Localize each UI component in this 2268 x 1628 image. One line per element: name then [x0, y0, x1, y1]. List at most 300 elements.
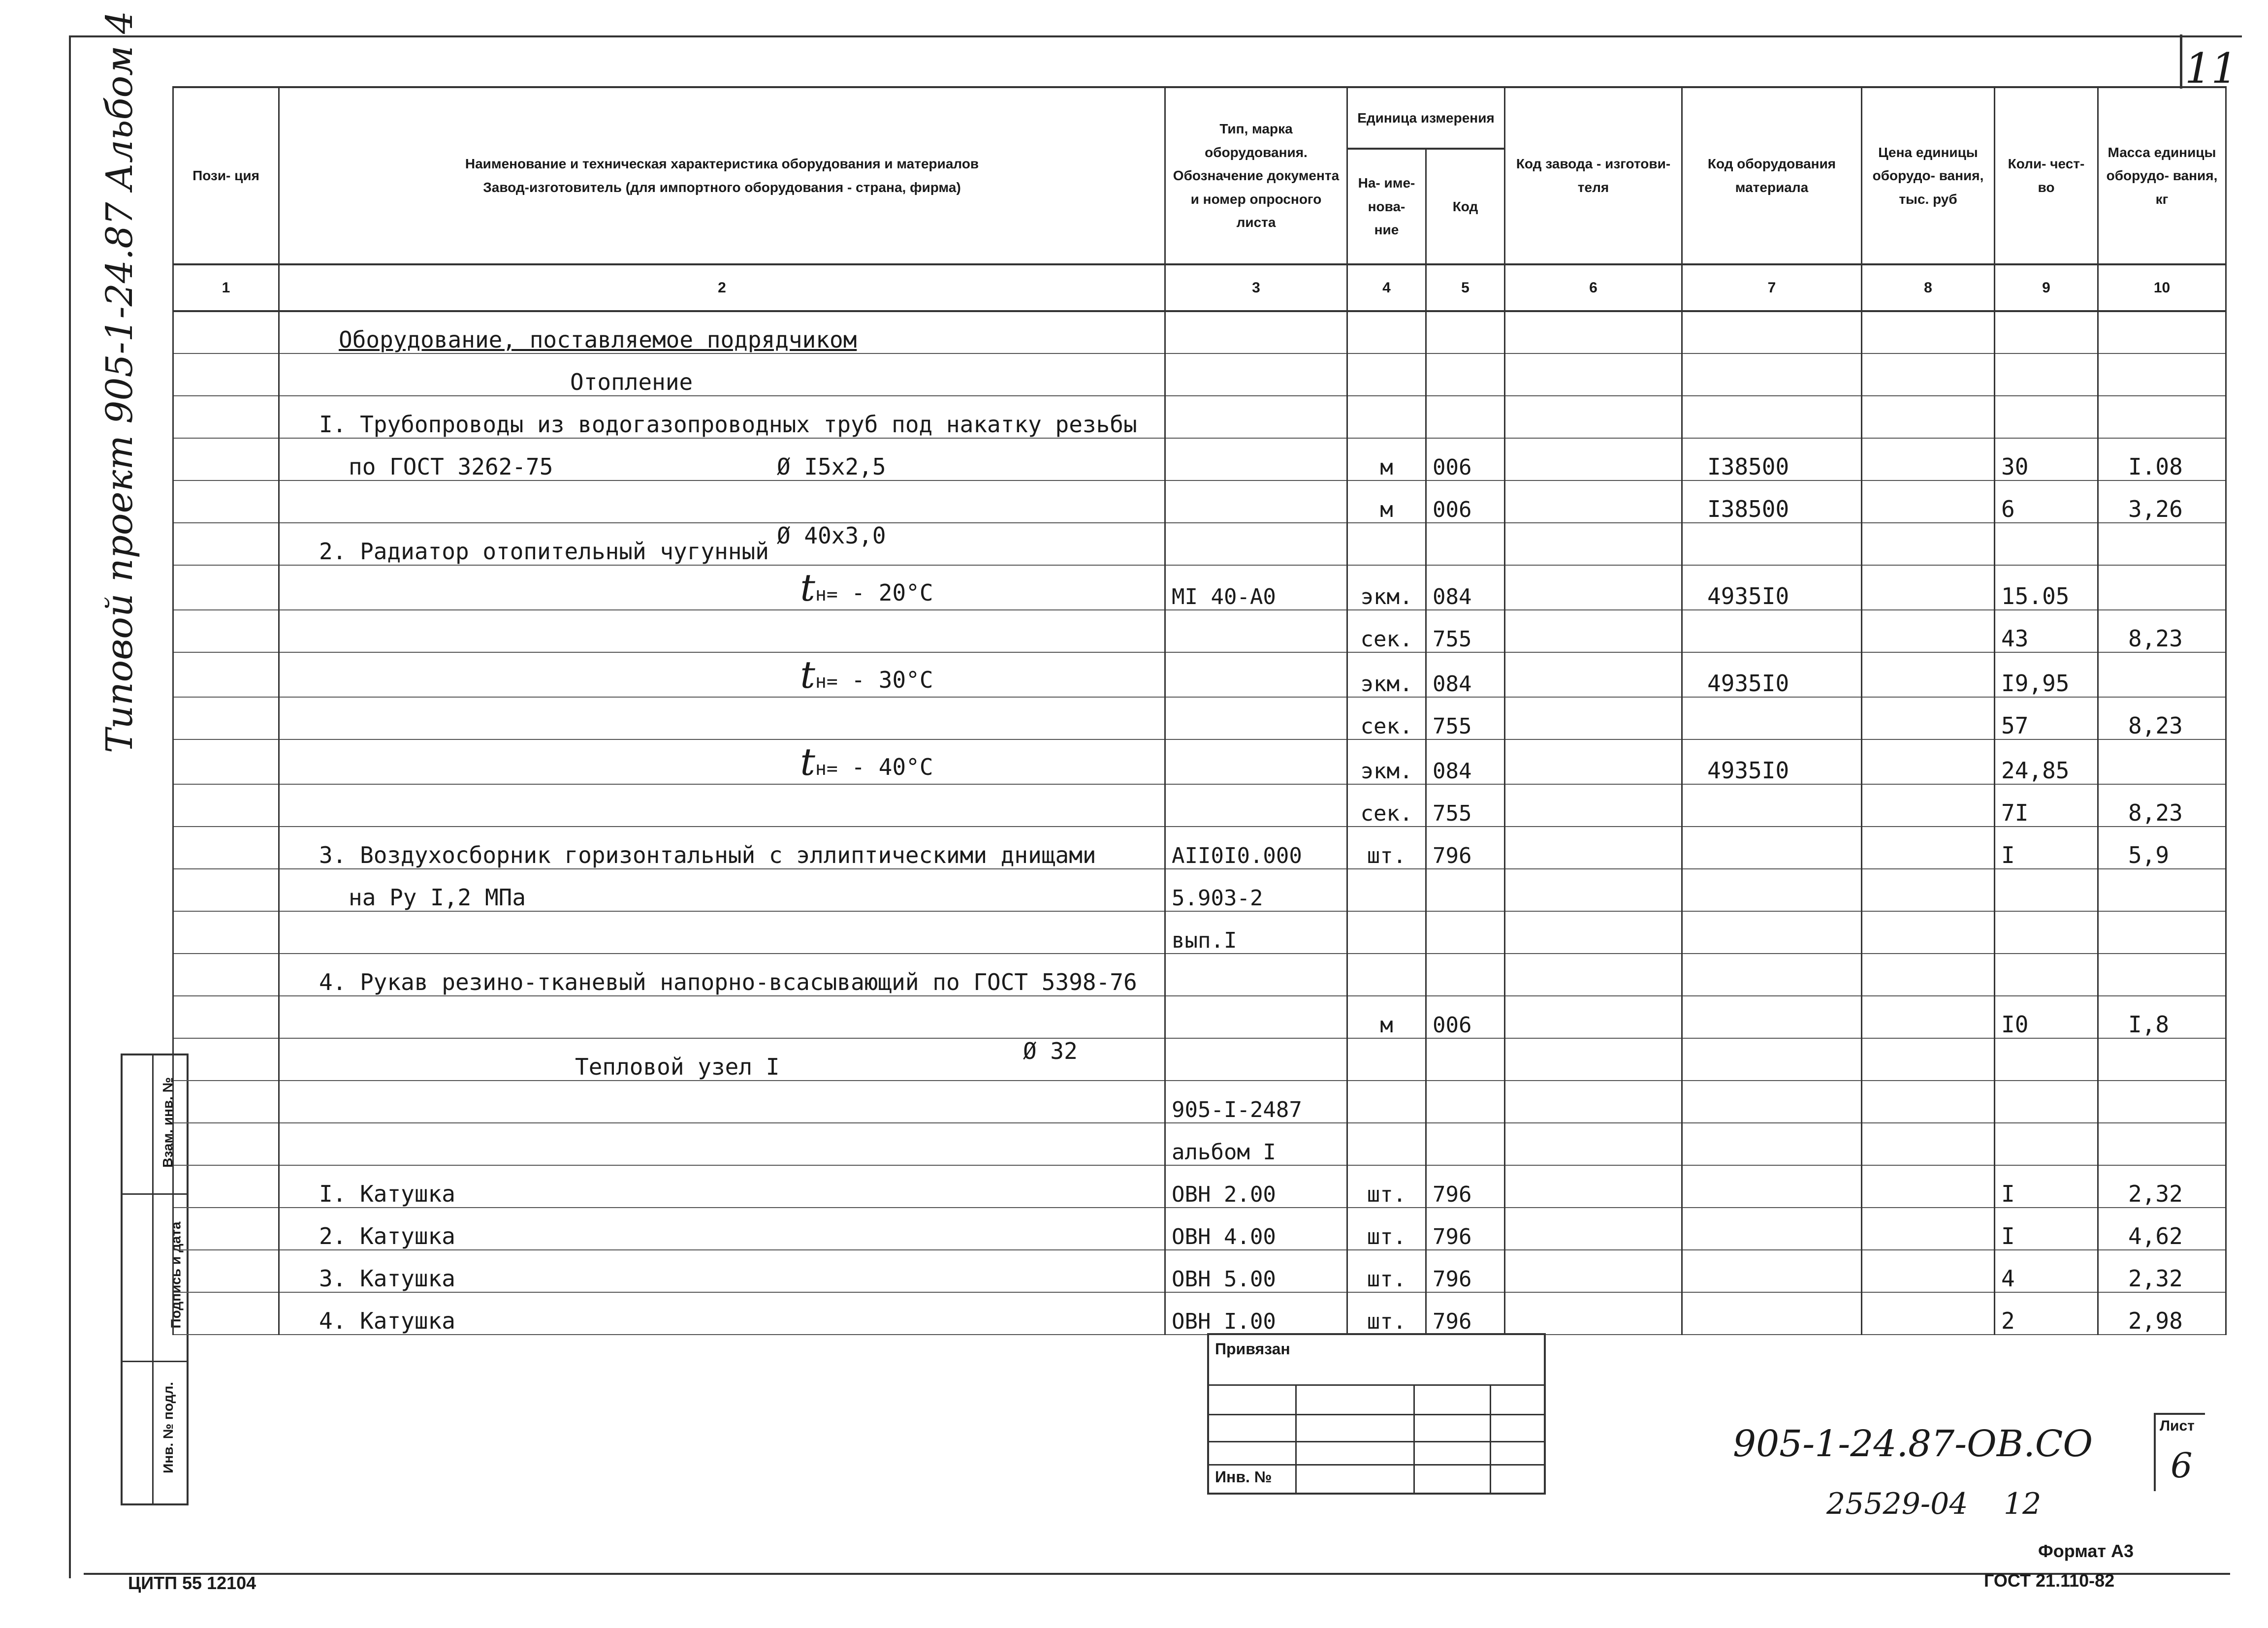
cell-price	[1862, 1038, 1995, 1081]
cell-unit-name	[1347, 610, 1426, 652]
type-text: OBH 5.00	[1172, 1267, 1276, 1292]
cell-equipment-code	[1682, 438, 1862, 480]
cell-unit-code	[1426, 1081, 1505, 1123]
cell-factory-code	[1505, 523, 1682, 565]
cell-position	[173, 523, 279, 565]
cell-name	[279, 911, 1165, 954]
cell-mass	[2098, 1208, 2226, 1250]
unit-code: 796	[1433, 1224, 1472, 1249]
cell-type	[1165, 697, 1347, 739]
stamp-cell-original	[123, 1361, 187, 1501]
cell-factory-code	[1505, 1250, 1682, 1292]
cell-type	[1165, 911, 1347, 954]
cell-factory-code	[1505, 996, 1682, 1038]
cell-price	[1862, 784, 1995, 827]
cell-position	[173, 1250, 279, 1292]
table-row	[173, 1038, 2226, 1081]
unit-name: экм.	[1360, 759, 1413, 784]
cell-factory-code	[1505, 396, 1682, 438]
cell-type	[1165, 652, 1347, 697]
paper-format: Формат А3	[2038, 1541, 2134, 1561]
cell-quantity	[1995, 1292, 2098, 1335]
item-name: на Ру I,2 МПа	[349, 884, 526, 911]
cell-factory-code	[1505, 1081, 1682, 1123]
table-row	[173, 784, 2226, 827]
cell-type	[1165, 480, 1347, 523]
cell-equipment-code	[1682, 996, 1862, 1038]
cell-unit-name	[1347, 1208, 1426, 1250]
mass: 8,23	[2128, 799, 2183, 826]
unit-code: 796	[1433, 1309, 1472, 1334]
equipment-code: 4935I0	[1707, 757, 1789, 784]
cell-position	[173, 353, 279, 396]
cell-position	[173, 1292, 279, 1335]
temperature-symbol: t	[800, 653, 815, 697]
mass: 5,9	[2128, 842, 2170, 868]
cell-equipment-code	[1682, 869, 1862, 911]
cell-quantity	[1995, 1165, 2098, 1208]
header-unit: Единица измерения	[1347, 87, 1505, 149]
cell-name	[279, 1208, 1165, 1250]
cell-quantity	[1995, 827, 2098, 869]
cell-name	[279, 697, 1165, 739]
type-text: OBH 2.00	[1172, 1182, 1276, 1207]
cell-position	[173, 784, 279, 827]
cell-price	[1862, 652, 1995, 697]
cell-type	[1165, 1038, 1347, 1081]
item-name: 4. Катушка	[319, 1308, 455, 1334]
cell-type	[1165, 1208, 1347, 1250]
cell-factory-code	[1505, 438, 1682, 480]
cell-unit-name	[1347, 1250, 1426, 1292]
cell-factory-code	[1505, 1208, 1682, 1250]
type-text: AII0I0.000	[1172, 843, 1302, 868]
cell-unit-name	[1347, 1038, 1426, 1081]
unit-code: 755	[1433, 714, 1472, 739]
cipt-code: ЦИТП 55 12104	[128, 1573, 256, 1593]
table-row	[173, 996, 2226, 1038]
cell-position	[173, 311, 279, 353]
cell-equipment-code	[1682, 954, 1862, 996]
cell-name	[279, 954, 1165, 996]
cell-mass	[2098, 911, 2226, 954]
cell-unit-code	[1426, 911, 1505, 954]
cell-position	[173, 1165, 279, 1208]
type-text: MI 40-A0	[1172, 584, 1276, 609]
mass: 3,26	[2128, 496, 2183, 522]
equipment-code: 4935I0	[1707, 583, 1789, 609]
specification-table	[172, 86, 2227, 1335]
cell-unit-name	[1347, 480, 1426, 523]
cell-equipment-code	[1682, 652, 1862, 697]
cell-quantity	[1995, 739, 2098, 784]
temperature-value: - 20°C	[851, 579, 933, 606]
cell-unit-name	[1347, 1081, 1426, 1123]
cell-unit-name	[1347, 911, 1426, 954]
cell-factory-code	[1505, 480, 1682, 523]
subsection-title: Тепловой узел I	[575, 1053, 780, 1080]
temperature-value: - 30°C	[851, 667, 933, 693]
cell-unit-code	[1426, 827, 1505, 869]
type-text: 905-I-2487	[1172, 1097, 1302, 1122]
cell-unit-code	[1426, 480, 1505, 523]
cell-equipment-code	[1682, 1208, 1862, 1250]
cell-unit-name	[1347, 652, 1426, 697]
cell-factory-code	[1505, 1165, 1682, 1208]
cell-factory-code	[1505, 697, 1682, 739]
cell-unit-code	[1426, 438, 1505, 480]
cell-unit-code	[1426, 353, 1505, 396]
table-row	[173, 523, 2226, 565]
equipment-code: I38500	[1707, 453, 1789, 480]
cell-mass	[2098, 480, 2226, 523]
item-name: 2. Радиатор отопительный чугунный	[319, 538, 769, 565]
table-row	[173, 697, 2226, 739]
cell-unit-code	[1426, 1038, 1505, 1081]
cell-equipment-code	[1682, 827, 1862, 869]
cell-equipment-code	[1682, 1081, 1862, 1123]
cell-unit-name	[1347, 353, 1426, 396]
cell-position	[173, 1208, 279, 1250]
cell-quantity	[1995, 996, 2098, 1038]
cell-mass	[2098, 311, 2226, 353]
document-number: 905-1-24.87-ОВ.СО	[1733, 1423, 2093, 1465]
cell-type	[1165, 827, 1347, 869]
cell-unit-name	[1347, 523, 1426, 565]
cell-price	[1862, 1165, 1995, 1208]
subsection-title: Отопление	[570, 369, 693, 395]
cell-position	[173, 827, 279, 869]
cell-unit-code	[1426, 697, 1505, 739]
unit-code: 084	[1433, 759, 1472, 784]
unit-code: 006	[1433, 497, 1472, 522]
cell-unit-name	[1347, 1292, 1426, 1335]
table-row	[173, 1208, 2226, 1250]
unit-code: 084	[1433, 584, 1472, 609]
header-position: Пози- ция	[173, 87, 279, 264]
table-row	[173, 480, 2226, 523]
quantity: 57	[2001, 712, 2029, 739]
table-row	[173, 1250, 2226, 1292]
quantity: 24,85	[2001, 757, 2070, 784]
cell-mass	[2098, 827, 2226, 869]
cell-name	[279, 652, 1165, 697]
cell-name	[279, 353, 1165, 396]
cell-price	[1862, 1123, 1995, 1165]
header-mass: Масса единицы оборудо- вания, кг	[2098, 87, 2226, 264]
cell-mass	[2098, 1123, 2226, 1165]
cell-position	[173, 565, 279, 610]
cell-quantity	[1995, 911, 2098, 954]
cell-name	[279, 1123, 1165, 1165]
cell-type	[1165, 523, 1347, 565]
cell-quantity	[1995, 1038, 2098, 1081]
cell-position	[173, 1123, 279, 1165]
mass: 2,32	[2128, 1265, 2183, 1292]
cell-equipment-code	[1682, 1123, 1862, 1165]
item-name: 3. Воздухосборник горизонтальный с эллиптическими днищами	[319, 842, 1096, 868]
cell-name	[279, 996, 1165, 1064]
quantity: 4	[2001, 1265, 2015, 1292]
cell-quantity	[1995, 1123, 2098, 1165]
unit-name: экм.	[1360, 671, 1413, 697]
cell-price	[1862, 396, 1995, 438]
unit-name: м	[1380, 455, 1393, 480]
item-name: I. Трубопроводы из водогазопроводных труб под накатку резьбы	[319, 411, 1137, 438]
cell-unit-code	[1426, 784, 1505, 827]
mass: 8,23	[2128, 625, 2183, 652]
cell-mass	[2098, 954, 2226, 996]
cell-mass	[2098, 1292, 2226, 1335]
cell-position	[173, 1081, 279, 1123]
cell-quantity	[1995, 311, 2098, 353]
cell-factory-code	[1505, 739, 1682, 784]
header-type: Тип, марка оборудования. Обозначение документа и номер опросного листа	[1165, 87, 1347, 264]
table-row	[173, 1081, 2226, 1123]
cell-equipment-code	[1682, 1165, 1862, 1208]
header-name-line1: Наименование и техническая характеристика оборудования и материалов	[465, 156, 979, 172]
cell-equipment-code	[1682, 784, 1862, 827]
section-title: Оборудование, поставляемое подрядчиком	[339, 326, 857, 353]
mass: 2,98	[2128, 1308, 2183, 1334]
cell-type	[1165, 869, 1347, 911]
cell-unit-code	[1426, 996, 1505, 1038]
cell-factory-code	[1505, 610, 1682, 652]
cell-unit-name	[1347, 954, 1426, 996]
cell-unit-code	[1426, 739, 1505, 784]
cell-quantity	[1995, 1081, 2098, 1123]
table-row	[173, 438, 2226, 480]
cell-mass	[2098, 1165, 2226, 1208]
quantity: 7I	[2001, 799, 2029, 826]
header-name-line2: Завод-изготовитель (для импортного оборудования - страна, фирма)	[483, 180, 961, 195]
cell-unit-code	[1426, 869, 1505, 911]
approval-block	[1207, 1333, 1546, 1495]
header-unit-name: На- име- нова- ние	[1347, 149, 1426, 264]
unit-code: 084	[1433, 671, 1472, 697]
unit-code: 006	[1433, 1013, 1472, 1038]
cell-equipment-code	[1682, 1292, 1862, 1335]
cell-name	[279, 1250, 1165, 1292]
quantity: I	[2001, 1223, 2015, 1249]
cell-factory-code	[1505, 827, 1682, 869]
cell-equipment-code	[1682, 480, 1862, 523]
cell-position	[173, 869, 279, 911]
table-row	[173, 954, 2226, 996]
unit-code: 755	[1433, 801, 1472, 826]
type-text: альбом I	[1172, 1140, 1276, 1165]
cell-position	[173, 954, 279, 996]
cell-unit-code	[1426, 1208, 1505, 1250]
cell-position	[173, 438, 279, 480]
cell-type	[1165, 739, 1347, 784]
cell-quantity	[1995, 396, 2098, 438]
cell-equipment-code	[1682, 311, 1862, 353]
cell-mass	[2098, 396, 2226, 438]
cell-unit-name	[1347, 739, 1426, 784]
cell-unit-code	[1426, 1292, 1505, 1335]
cell-mass	[2098, 565, 2226, 610]
table-row	[173, 396, 2226, 438]
temperature-subscript: н=	[815, 758, 838, 779]
header-quantity: Коли- чест- во	[1995, 87, 2098, 264]
table-row	[173, 911, 2226, 954]
cell-price	[1862, 565, 1995, 610]
quantity: 6	[2001, 496, 2015, 522]
cell-price	[1862, 311, 1995, 353]
cell-quantity	[1995, 954, 2098, 996]
column-numbers-row: 1 2 3 4 5 6 7 8 9 10	[173, 264, 2226, 311]
item-name: I. Катушка	[319, 1181, 455, 1207]
quantity: I	[2001, 1181, 2015, 1207]
cell-unit-code	[1426, 565, 1505, 610]
cell-mass	[2098, 1250, 2226, 1292]
cell-price	[1862, 954, 1995, 996]
cell-type	[1165, 438, 1347, 480]
cell-equipment-code	[1682, 610, 1862, 652]
quantity: I0	[2001, 1011, 2029, 1038]
quantity: I	[2001, 842, 2015, 868]
cell-name	[279, 1165, 1165, 1208]
cell-name	[279, 1081, 1165, 1123]
stamp-label-original: Инв. № подл.	[160, 1382, 176, 1473]
cell-factory-code	[1505, 565, 1682, 610]
unit-name: сек.	[1360, 801, 1413, 826]
side-title: Типовой проект 905-1-24.87 Альбом 4	[98, 10, 141, 753]
cell-factory-code	[1505, 353, 1682, 396]
unit-name: шт.	[1367, 1267, 1406, 1292]
unit-name: шт.	[1367, 843, 1406, 868]
cell-mass	[2098, 523, 2226, 565]
cell-factory-code	[1505, 954, 1682, 996]
cell-price	[1862, 480, 1995, 523]
cell-quantity	[1995, 565, 2098, 610]
temperature-subscript: н=	[815, 583, 838, 605]
header-price: Цена единицы оборудо- вания, тыс. руб	[1862, 87, 1995, 264]
cell-factory-code	[1505, 652, 1682, 697]
unit-name: м	[1380, 1013, 1393, 1038]
gost-standard: ГОСТ 21.110-82	[1984, 1570, 2115, 1591]
unit-name: шт.	[1367, 1224, 1406, 1249]
cell-price	[1862, 523, 1995, 565]
cell-factory-code	[1505, 1038, 1682, 1081]
unit-name: шт.	[1367, 1309, 1406, 1334]
temperature-symbol: t	[800, 566, 815, 609]
cell-factory-code	[1505, 1123, 1682, 1165]
cell-position	[173, 652, 279, 697]
cell-unit-code	[1426, 610, 1505, 652]
cell-unit-name	[1347, 1165, 1426, 1208]
cell-equipment-code	[1682, 396, 1862, 438]
cell-unit-name	[1347, 869, 1426, 911]
cell-mass	[2098, 697, 2226, 739]
cell-unit-code	[1426, 954, 1505, 996]
cell-name	[279, 438, 1165, 480]
table-row	[173, 827, 2226, 869]
cell-price	[1862, 911, 1995, 954]
cell-quantity	[1995, 353, 2098, 396]
cell-factory-code	[1505, 911, 1682, 954]
cell-type	[1165, 1292, 1347, 1335]
quantity: I9,95	[2001, 670, 2070, 697]
cell-type	[1165, 954, 1347, 996]
stamp-label-signature: Подпись и дата	[168, 1221, 184, 1329]
cell-mass	[2098, 869, 2226, 911]
cell-type	[1165, 996, 1347, 1038]
equipment-code: I38500	[1707, 496, 1789, 522]
type-text: OBH I.00	[1172, 1309, 1276, 1334]
header-factory-code: Код завода - изготови- теля	[1505, 87, 1682, 264]
equipment-code: 4935I0	[1707, 670, 1789, 697]
cell-position	[173, 996, 279, 1038]
table-row	[173, 652, 2226, 697]
table-row	[173, 739, 2226, 784]
cell-equipment-code	[1682, 739, 1862, 784]
mass: I,8	[2128, 1011, 2170, 1038]
cell-name	[279, 869, 1165, 911]
cell-quantity	[1995, 1250, 2098, 1292]
cell-mass	[2098, 1038, 2226, 1081]
cell-mass	[2098, 652, 2226, 697]
cell-equipment-code	[1682, 697, 1862, 739]
cell-unit-code	[1426, 311, 1505, 353]
item-name: 3. Катушка	[319, 1265, 455, 1292]
cell-unit-code	[1426, 396, 1505, 438]
cell-price	[1862, 438, 1995, 480]
item-dimension: Ø 40x3,0	[777, 522, 886, 549]
cell-name	[279, 480, 1165, 549]
unit-code: 755	[1433, 627, 1472, 652]
bottom-frame-line	[84, 1573, 2230, 1575]
cell-unit-name	[1347, 565, 1426, 610]
cell-name	[279, 610, 1165, 652]
cell-unit-code	[1426, 1123, 1505, 1165]
cell-equipment-code	[1682, 1038, 1862, 1081]
cell-type	[1165, 784, 1347, 827]
cell-quantity	[1995, 480, 2098, 523]
type-text: OBH 4.00	[1172, 1224, 1276, 1249]
cell-position	[173, 911, 279, 954]
table-row	[173, 869, 2226, 911]
cell-position	[173, 697, 279, 739]
cell-type	[1165, 396, 1347, 438]
mass: 8,23	[2128, 712, 2183, 739]
cell-unit-code	[1426, 523, 1505, 565]
header-equipment-code: Код оборудования материала	[1682, 87, 1862, 264]
quantity: 15.05	[2001, 583, 2070, 609]
unit-code: 796	[1433, 1267, 1472, 1292]
cell-type	[1165, 1165, 1347, 1208]
table-row	[173, 353, 2226, 396]
cell-factory-code	[1505, 311, 1682, 353]
cell-quantity	[1995, 438, 2098, 480]
cell-quantity	[1995, 784, 2098, 827]
mass: I.08	[2128, 453, 2183, 480]
stamp-label-replace: Взам. инв. №	[160, 1077, 175, 1168]
cell-name	[279, 565, 1165, 610]
quantity: 43	[2001, 625, 2029, 652]
cell-price	[1862, 697, 1995, 739]
cell-position	[173, 480, 279, 523]
cell-type	[1165, 353, 1347, 396]
page-number: 11	[2185, 44, 2237, 93]
unit-code: 796	[1433, 843, 1472, 868]
cell-unit-code	[1426, 652, 1505, 697]
cell-name	[279, 739, 1165, 784]
header-unit-code: Код	[1426, 149, 1505, 264]
temperature-value: - 40°C	[851, 754, 933, 780]
cell-price	[1862, 610, 1995, 652]
